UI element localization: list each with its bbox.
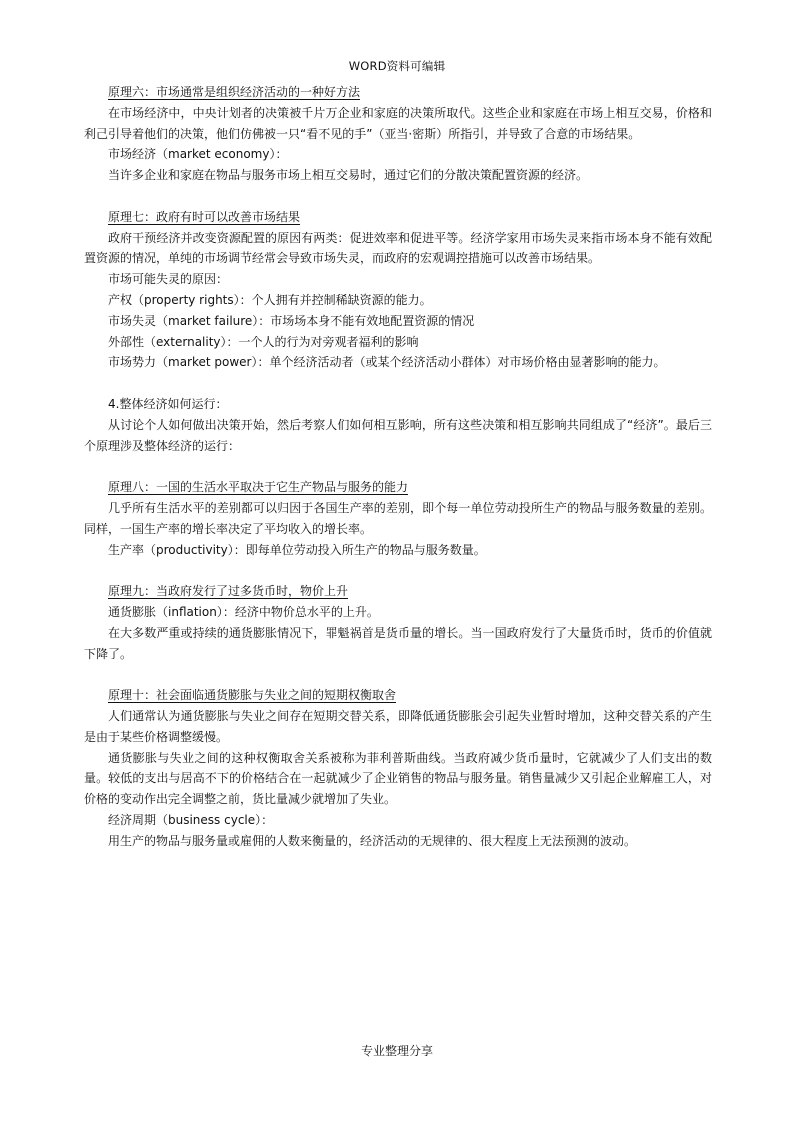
paragraph: 经济周期（business cycle）： <box>108 812 274 827</box>
paragraph: 通货膨胀（inflation）：经济中物价总水平的上升。 <box>108 604 379 619</box>
page-header: WORD资料可编辑 <box>348 59 446 73</box>
paragraph: 市场失灵（market failure）：市场场本身不能有效地配置资源的情况 <box>108 313 475 328</box>
section-heading <box>84 477 712 498</box>
paragraph: 产权（property rights）：个人拥有并控制稀缺资源的能力。 <box>108 292 432 307</box>
blank-line <box>84 560 712 581</box>
section-heading-text: 原理七：政府有时可以改善市场结果 <box>108 209 301 224</box>
paragraph: 政府干预经济并改变资源配置的原因有两类：促进效率和促进平等。经济学家用市场失灵来指市场本身不能有效配置资源的情况，单纯的市场调节经常会导致市场失灵，而政府的宏观调控措施可以改善市场结果。 <box>84 230 712 266</box>
paragraph: 用生产的物品与服务量或雇佣的人数来衡量的，经济活动的无规律的、很大程度上无法预测的波动。 <box>108 833 637 848</box>
paragraph: 从讨论个人如何做出决策开始，然后考察人们如何相互影响，所有这些决策和相互影响共同组成了“经济”。最后三个原理涉及整体经济的运行： <box>84 417 712 453</box>
paragraph: 人们通常认为通货膨胀与失业之间存在短期交替关系，即降低通货膨胀会引起失业暂时增加，这种交替关系的产生是由于某些价格调整缓慢。 <box>84 708 712 744</box>
paragraph: 市场势力（market power）：单个经济活动者（或某个经济活动小群体）对市场价格由显著影响的能力。 <box>108 355 666 370</box>
paragraph: 几乎所有生活水平的差别都可以归因于各国生产率的差别，即个每一单位劳动投所生产的物品与服务数量的差别。同样，一国生产率的增长率决定了平均收入的增长率。 <box>84 500 712 536</box>
paragraph: 生产率（productivity）：即每单位劳动投入所生产的物品与服务数量。 <box>108 542 486 557</box>
blank-line <box>84 664 712 685</box>
blank-line <box>84 186 712 207</box>
document-body <box>84 82 712 851</box>
page-footer: 专业整理分享 <box>360 1044 433 1058</box>
paragraph: 市场可能失灵的原因： <box>108 272 229 287</box>
paragraph: 当许多企业和家庭在物品与服务市场上相互交易时，通过它们的分散决策配置资源的经济。 <box>108 168 589 183</box>
section-heading-text: 原理九：当政府发行了过多货币时，物价上升 <box>108 584 349 599</box>
section-heading-text: 原理十：社会面临通货膨胀与失业之间的短期权衡取舍 <box>108 688 397 703</box>
paragraph: 市场经济（market economy）： <box>108 147 288 162</box>
paragraph: 外部性（externality）：一个人的行为对旁观者福利的影响 <box>108 334 419 349</box>
paragraph: 4.整体经济如何运行： <box>108 396 228 411</box>
section-heading-text: 原理六：市场通常是组织经济活动的一种好方法 <box>108 85 361 99</box>
paragraph: 在大多数严重或持续的通货膨胀情况下，罪魁祸首是货币量的增长。当一国政府发行了大量货币时，货币的价值就下降了。 <box>84 625 712 661</box>
paragraph: 通货膨胀与失业之间的这种权衡取舍关系被称为菲利普斯曲线。当政府减少货币量时，它就减少了人们支出的数量。较低的支出与居高不下的价格结合在一起就减少了企业销售的物品与服务量。销售量减少又引起企业解雇工人，对价格的变动作出完全调整之前，货比量减少就增加了失业。 <box>84 750 712 807</box>
section-heading <box>84 581 712 602</box>
blank-line <box>84 373 712 394</box>
paragraph: 在市场经济中，中央计划者的决策被千片万企业和家庭的决策所取代。这些企业和家庭在市场上相互交易，价格和利己引导着他们的决策，他们仿佛被一只“看不见的手”（亚当·密斯）所指引，并导致了合意的市场结果。 <box>84 105 712 141</box>
blank-line <box>84 456 712 477</box>
section-heading <box>84 207 712 228</box>
section-heading <box>84 685 712 706</box>
section-heading-text: 原理八：一国的生活水平取决于它生产物品与服务的能力 <box>108 480 409 495</box>
section-heading <box>84 82 712 103</box>
